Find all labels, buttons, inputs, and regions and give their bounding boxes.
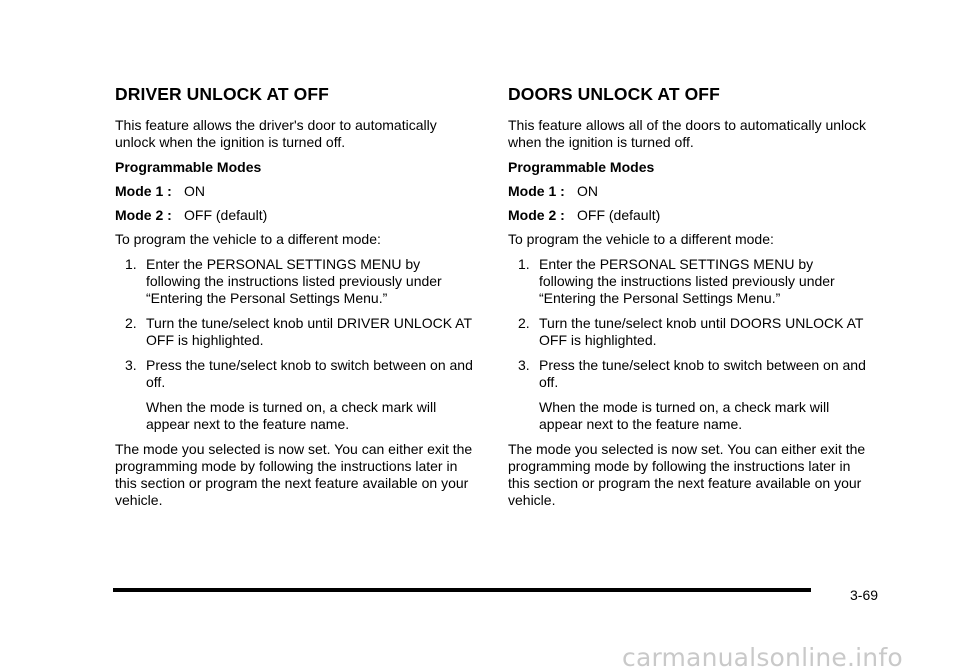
left-column [115, 84, 475, 517]
step-text: Press the tune/select knob to switch between on and off. [146, 357, 473, 390]
step-text: Press the tune/select knob to switch between on and off. [539, 357, 866, 390]
step-number: 2. [518, 315, 530, 331]
steps-list [115, 256, 475, 391]
mode-label: Mode 2 : [508, 207, 565, 223]
list-item [508, 357, 868, 391]
modes-title: Programmable Modes [115, 159, 262, 175]
step-text: Enter the PERSONAL SETTINGS MENU by following the instructions listed previously under “Entering the Personal Settings Menu.” [539, 256, 835, 306]
step-note: When the mode is turned on, a check mark will appear next to the feature name. [146, 399, 437, 432]
mode-row [115, 183, 475, 200]
right-column [508, 84, 868, 517]
section-heading: DOORS UNLOCK AT OFF [508, 84, 720, 104]
footer-rule [113, 588, 811, 592]
mode-value: OFF (default) [184, 207, 268, 223]
closing-paragraph: The mode you selected is now set. You can either exit the programming mode by following the instructions later in this section or program the next feature available on your vehicle. [115, 441, 473, 508]
step-text: Enter the PERSONAL SETTINGS MENU by following the instructions listed previously under “Entering the Personal Settings Menu.” [146, 256, 442, 306]
program-intro: To program the vehicle to a different mode: [508, 231, 774, 247]
mode-value: ON [577, 183, 598, 199]
section-heading: DRIVER UNLOCK AT OFF [115, 84, 329, 104]
step-text: Turn the tune/select knob until DRIVER UNLOCK AT OFF is highlighted. [146, 315, 472, 348]
step-number: 2. [125, 315, 137, 331]
steps-list [508, 256, 868, 391]
mode-value: ON [184, 183, 205, 199]
intro-paragraph: This feature allows all of the doors to automatically unlock when the ignition is turned off. [508, 117, 866, 150]
step-number: 3. [518, 357, 530, 373]
mode-row [115, 207, 475, 224]
mode-row [508, 207, 868, 224]
list-item [115, 315, 475, 349]
list-item [115, 357, 475, 391]
watermark: carmanualsonline.info [622, 643, 903, 672]
mode-label: Mode 1 : [115, 183, 172, 199]
modes-title: Programmable Modes [508, 159, 655, 175]
program-intro: To program the vehicle to a different mode: [115, 231, 381, 247]
list-item [508, 315, 868, 349]
step-number: 1. [125, 256, 137, 272]
closing-paragraph: The mode you selected is now set. You can either exit the programming mode by following the instructions later in this section or program the next feature available on your vehicle. [508, 441, 866, 508]
step-number: 3. [125, 357, 137, 373]
page-number: 3-69 [850, 587, 879, 603]
intro-paragraph: This feature allows the driver's door to automatically unlock when the ignition is turned off. [115, 117, 437, 150]
mode-value: OFF (default) [577, 207, 661, 223]
step-number: 1. [518, 256, 530, 272]
list-item [115, 256, 475, 307]
mode-label: Mode 1 : [508, 183, 565, 199]
mode-label: Mode 2 : [115, 207, 172, 223]
list-item [508, 256, 868, 307]
step-text: Turn the tune/select knob until DOORS UNLOCK AT OFF is highlighted. [539, 315, 864, 348]
step-note: When the mode is turned on, a check mark will appear next to the feature name. [539, 399, 830, 432]
mode-row [508, 183, 868, 200]
